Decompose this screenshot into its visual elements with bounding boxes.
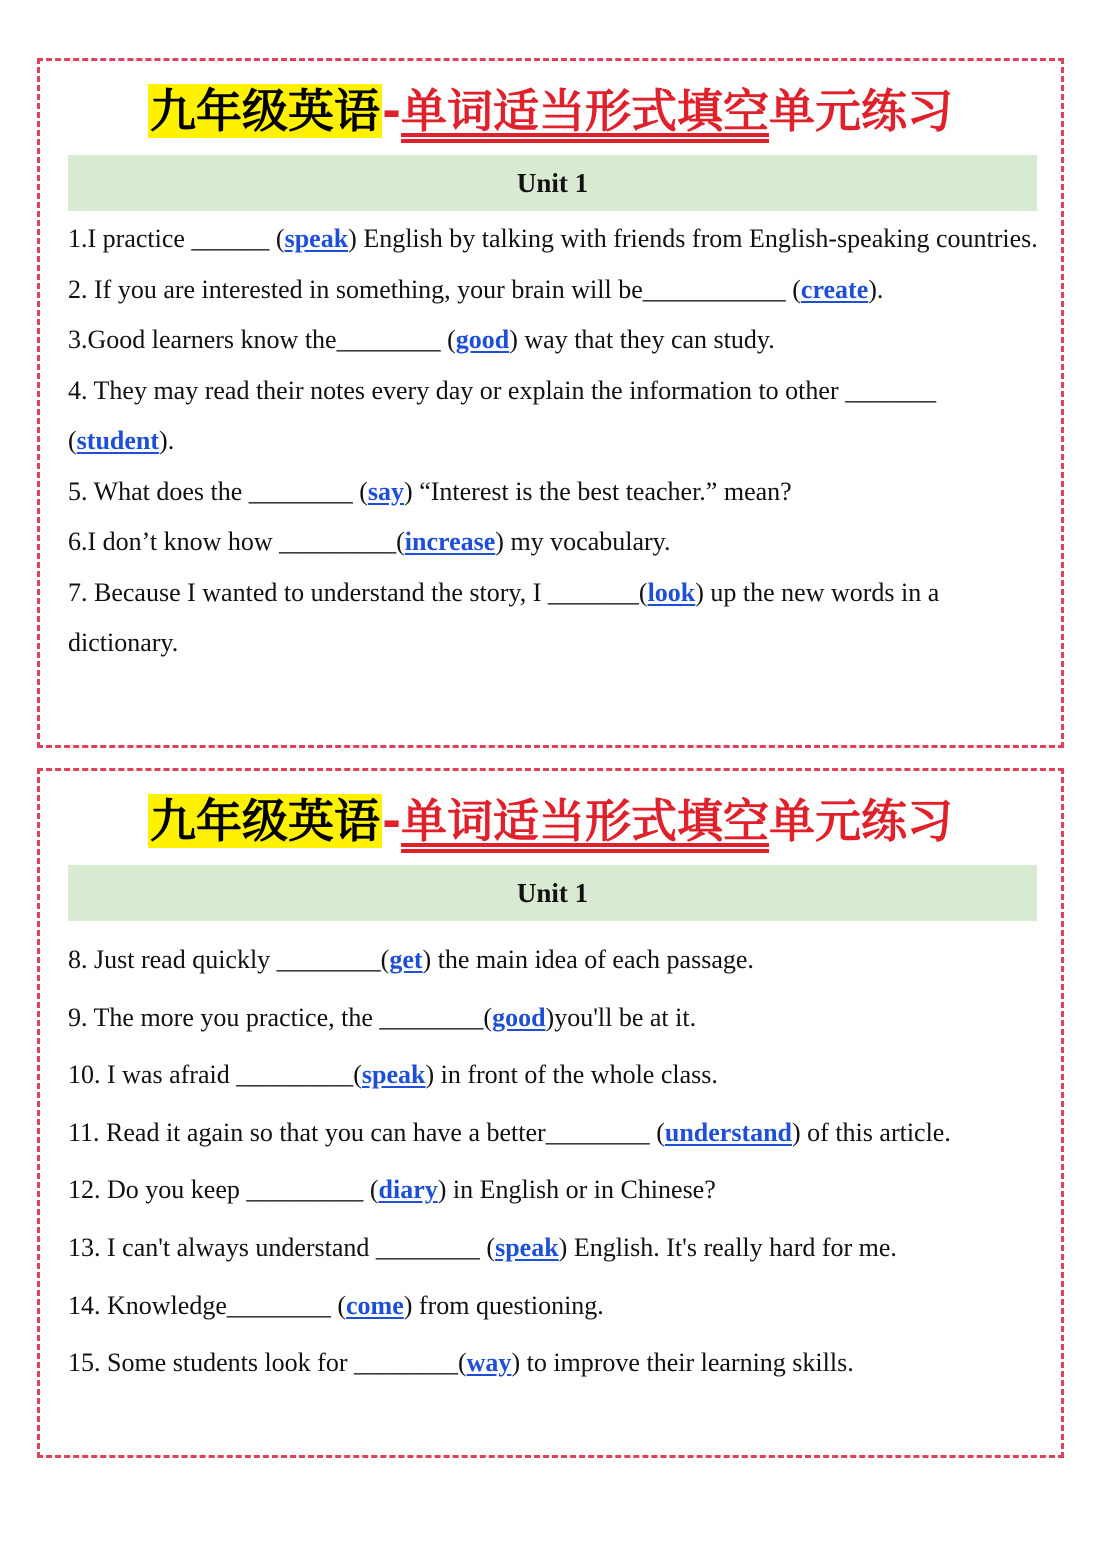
exercise-item [68,1334,1043,1392]
worksheet-title [40,781,1061,861]
word-hint: increase [404,527,496,556]
item-text: 2. If you are interested in something, your brain will be___________ ( [68,274,801,304]
item-text-end: ) the main idea of each passage. [422,945,754,974]
word-hint: speak [284,224,349,253]
word-hint: good [492,1002,546,1032]
exercise-item [68,315,1043,366]
title-dash: - [381,84,402,138]
item-text-end: )you'll be at it. [545,1002,697,1032]
worksheet-card-2 [37,768,1064,1458]
item-text: 9. The more you practice, the ________( [68,1002,493,1032]
word-hint: understand [664,1117,793,1147]
exercise-item [68,568,1043,669]
title-dash: - [381,794,402,848]
item-text-end: ). [159,426,175,455]
exercise-item [68,265,1043,316]
exercise-item [68,366,1043,467]
item-text: 11. Read it again so that you can have a better________ ( [68,1117,665,1147]
item-text-end: ) in front of the whole class. [425,1060,718,1090]
item-text: 15. Some students look for ________( [68,1348,467,1378]
exercise-item [68,1104,1043,1162]
exercise-item [68,1219,1043,1277]
word-hint: say [367,476,405,506]
item-text-end: ) from questioning. [403,1290,604,1320]
exercise-item [68,1161,1043,1219]
unit-header: Unit 1 [68,865,1037,921]
word-hint: diary [378,1175,438,1205]
item-text: 12. Do you keep _________ ( [68,1175,379,1205]
title-grade-english: 九年级英语 [149,794,380,848]
item-text-end: ) English by talking with friends from English-speaking countries. [348,224,1038,253]
worksheet-card-1 [37,58,1064,748]
worksheet-title [40,71,1061,151]
exercise-list [68,931,1043,1392]
item-text-end: ) up the new words in a dictionary. [68,577,940,657]
word-hint: speak [361,1060,426,1090]
exercise-list [68,214,1043,669]
item-text-end: ) English. It's really hard for me. [558,1232,897,1262]
word-hint: get [389,945,423,974]
item-text-end: ) way that they can study. [509,325,775,354]
item-text: 8. Just read quickly ________( [68,945,390,974]
item-text: 5. What does the ________ ( [68,476,368,506]
word-hint: create [800,274,869,304]
item-text: 7. Because I wanted to understand the story, I _______( [68,577,648,607]
title-unit-practice: 单元练习 [769,84,954,138]
title-grade-english: 九年级英语 [149,84,380,138]
word-hint: look [647,577,696,607]
item-text-end: ) in English or in Chinese? [437,1175,716,1205]
item-text-end: ) to improve their learning skills. [511,1348,854,1378]
exercise-item [68,931,1043,989]
item-text: 14. Knowledge________ ( [68,1290,347,1320]
item-text-end: ) my vocabulary. [495,527,671,556]
item-text: 10. I was afraid _________( [68,1060,362,1090]
item-text: 3.Good learners know the________ ( [68,325,456,354]
word-hint: way [466,1348,512,1378]
exercise-item [68,1046,1043,1104]
item-text-end: ). [868,274,884,304]
item-text-end: ) of this article. [792,1117,951,1147]
item-text: 6.I don’t know how _________( [68,527,405,556]
item-text: 13. I can't always understand ________ ( [68,1232,496,1262]
item-text: 4. They may read their notes every day or explain the information to other _______ ( [68,375,937,455]
exercise-item [68,989,1043,1047]
exercise-item [68,517,1043,568]
word-hint: good [455,325,510,354]
exercise-item [68,467,1043,518]
item-text: 1.I practice ______ ( [68,224,285,253]
title-unit-practice: 单元练习 [769,794,954,848]
exercise-item [68,1277,1043,1335]
word-hint: come [346,1290,404,1320]
title-exercise-type: 单词适当形式填空 [401,84,770,138]
unit-header: Unit 1 [68,155,1037,211]
word-hint: speak [495,1232,559,1262]
exercise-item [68,214,1043,265]
title-exercise-type: 单词适当形式填空 [401,794,770,848]
word-hint: student [76,426,160,455]
item-text-end: ) “Interest is the best teacher.” mean? [404,476,792,506]
